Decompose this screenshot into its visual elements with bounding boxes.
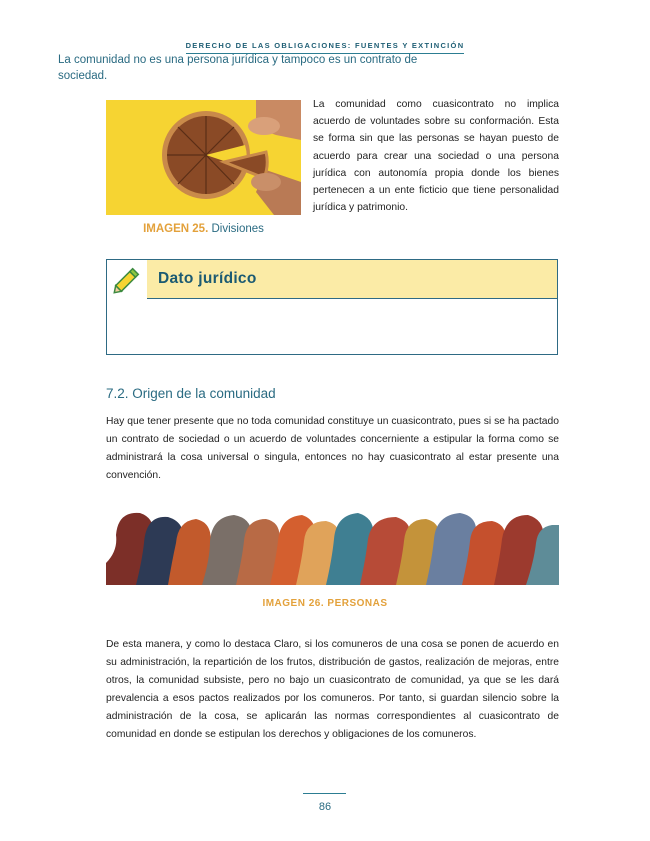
paragraph-2: De esta manera, y como lo destaca Claro, si los comuneros de una cosa se ponen de acuerdo en su administración, la repartición de los frutos, distribución de gastos, realización de mejoras, entre otros, la comunidad subsiste, pero no bajo un cuasicontrato de comunidad, ya que se les dará prevalencia a esos pactos realizados por los comuneros. Por tanto, si guardan silencio sobre la administración de la cosa, se aplicarán las normas correspondientes al cuasicontrato de comunidad en donde se estipulan los derechos y obligaciones de los comuneros. <box>106 639 559 740</box>
dato-title: Dato jurídico <box>158 270 257 287</box>
image-25-label: IMAGEN 25. <box>143 223 209 235</box>
page-number: 86 <box>318 801 332 813</box>
footer-divider <box>303 793 346 794</box>
image-25-caption <box>106 223 301 235</box>
header-title: DERECHO DE LAS OBLIGACIONES: FUENTES Y EXTINCIÓN <box>186 41 465 54</box>
dato-body: La comunidad no es una persona jurídica y tampoco es un contrato de sociedad. <box>58 54 418 82</box>
people-image <box>106 503 559 585</box>
dato-header <box>147 260 557 299</box>
section-heading: 7.2. Origen de la comunidad <box>106 386 276 401</box>
intro-paragraph: La comunidad como cuasicontrato no implica acuerdo de voluntades sobre su conformación. Esta se forma sin que las personas se hayan puesto de acuerdo para crear una sociedad o una persona jurídica con autonomía propia donde los bienes pertenecen a un ente ficticio que tiene personalidad jurídica y patrimonio. <box>313 99 559 214</box>
pencil-icon <box>107 260 147 299</box>
image-25-caption-text: Divisiones <box>211 223 264 235</box>
paragraph-1: Hay que tener presente que no toda comunidad constituye un cuasicontrato, pues si se ha pactado un contrato de sociedad o un acuerdo de voluntades concerniente a estipular la forma como se administrará la cosa universal o singula, entonces no hay cuasicontrato al estar presente una convención. <box>106 416 559 481</box>
dato-juridico-box <box>106 259 558 355</box>
image-26-caption: IMAGEN 26. PERSONAS <box>262 598 388 609</box>
pie-image <box>106 100 301 215</box>
